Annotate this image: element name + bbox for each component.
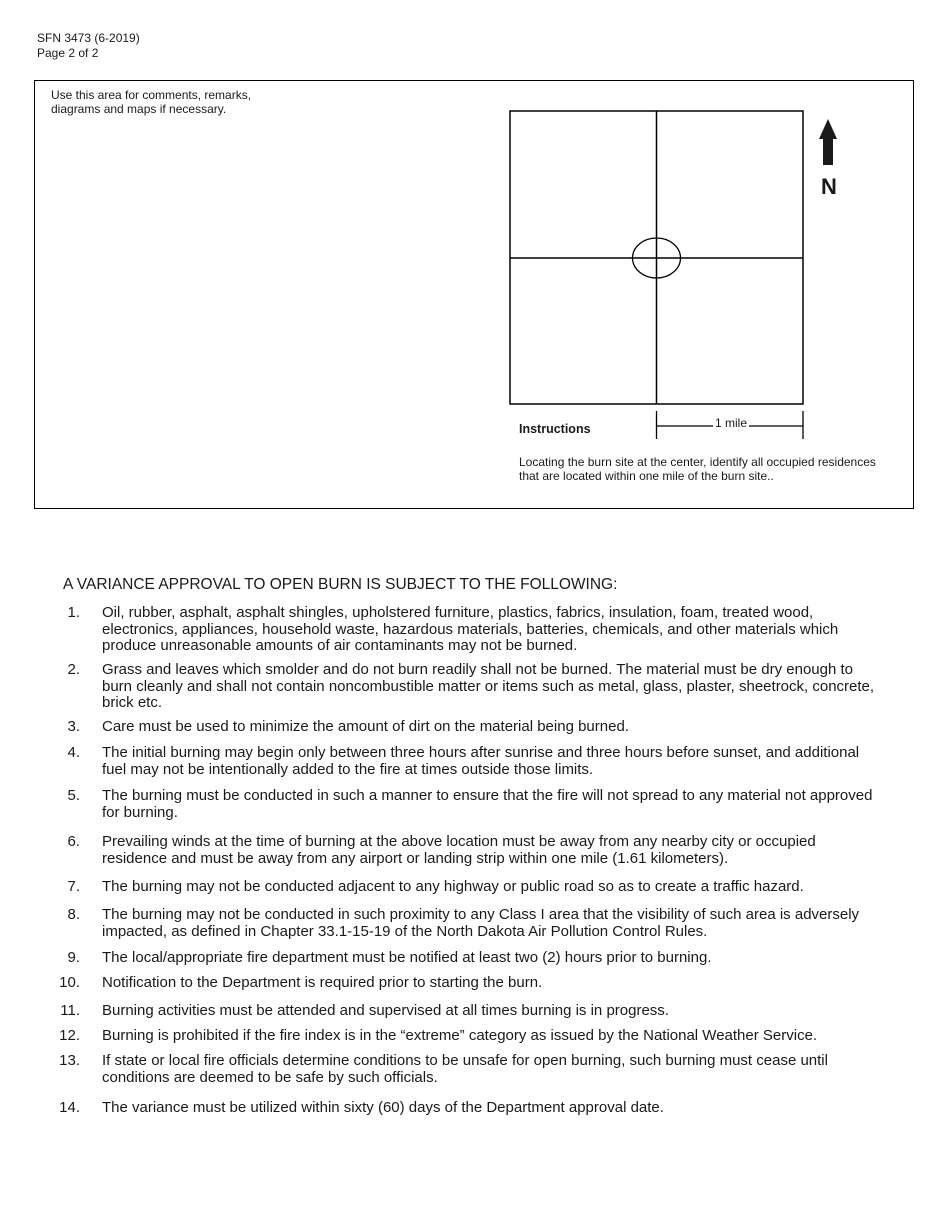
condition-text: The local/appropriate fire department must be notified at least two (2) hours prior to burning. (102, 949, 712, 966)
condition-number: 13. (59, 1052, 80, 1069)
north-label: N (821, 174, 837, 199)
form-number: SFN 3473 (6-2019) (37, 31, 140, 45)
condition-text: The variance must be utilized within sixty (60) days of the Department approval date. (102, 1099, 664, 1116)
condition-text: Care must be used to minimize the amount of dirt on the material being burned. (102, 718, 629, 735)
condition-text: Burning is prohibited if the fire index is in the “extreme” category as issued by the National Weather Service. (102, 1027, 818, 1044)
condition-text: If state or local fire officials determine conditions to be unsafe for open burning, such burning must cease until conditions are deemed to be safe by such officials. (102, 1052, 828, 1086)
conditions-heading: A VARIANCE APPROVAL TO OPEN BURN IS SUBJECT TO THE FOLLOWING: (63, 576, 618, 593)
condition-number: 11. (60, 1002, 80, 1019)
condition-number: 4. (67, 744, 80, 761)
condition-text: The burning may not be conducted in such proximity to any Class I area that the visibility of such area is adversely impacted, as defined in Chapter 33.1-15-19 of the North Dakota Air Pollution Control Rules. (102, 906, 860, 940)
condition-number: 14. (59, 1099, 80, 1116)
instructions-title: Instructions (519, 422, 591, 436)
condition-number: 12. (59, 1027, 80, 1044)
page-number: Page 2 of 2 (37, 46, 99, 60)
condition-text: Prevailing winds at the time of burning at the above location must be away from any nearby city or occupied residence and must be away from any airport or landing strip within one mile (1.61 kilometers). (102, 833, 816, 867)
condition-number: 1. (67, 604, 80, 621)
condition-text: Oil, rubber, asphalt, asphalt shingles, upholstered furniture, plastics, fabrics, insulation, foam, treated wood, electronics, appliances, household waste, hazardous materials, batteries, chemicals, and other materials which produce unreasonable amounts of air contaminants may not be burned. (102, 604, 839, 654)
condition-number: 6. (67, 833, 80, 850)
condition-number: 3. (67, 718, 80, 735)
condition-number: 9. (67, 949, 80, 966)
condition-number: 8. (67, 906, 80, 923)
condition-text: The initial burning may begin only between three hours after sunrise and three hours before sunset, and additional fuel may not be intentionally added to the fire at times outside those limits. (102, 744, 860, 778)
condition-text: Burning activities must be attended and supervised at all times burning is in progress. (102, 1002, 669, 1019)
condition-number: 5. (67, 787, 80, 804)
condition-text: The burning must be conducted in such a manner to ensure that the fire will not spread to any material not approved for burning. (102, 787, 873, 821)
condition-number: 2. (67, 661, 80, 678)
scale-label: 1 mile (714, 416, 747, 430)
condition-text: The burning may not be conducted adjacent to any highway or public road so as to create a traffic hazard. (102, 878, 804, 895)
comments-note: Use this area for comments, remarks, diagrams and maps if necessary. (51, 88, 252, 116)
condition-number: 7. (67, 878, 80, 895)
condition-number: 10. (59, 974, 80, 991)
condition-text: Notification to the Department is required prior to starting the burn. (102, 974, 543, 991)
condition-text: Grass and leaves which smolder and do not burn readily shall not be burned. The material must be dry enough to burn cleanly and shall not contain noncombustible matter or items such as metal, glass, plaster, sheetrock, concrete, brick etc. (102, 661, 875, 711)
instructions-text: Locating the burn site at the center, identify all occupied residences that are located within one mile of the burn site.. (519, 455, 876, 483)
